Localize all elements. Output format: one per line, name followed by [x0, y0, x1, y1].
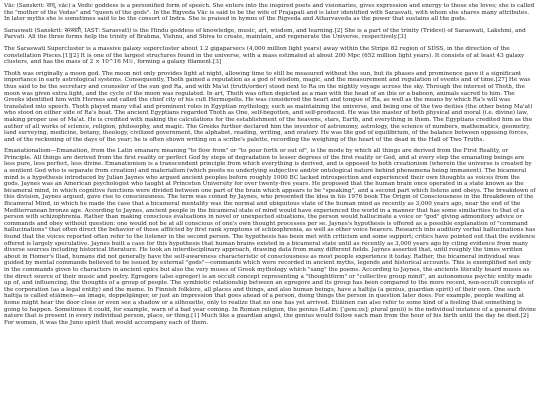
- paragraph-thoth: Thoth was originally a moon god. The moon not only provides light at night, allowing time to still be measured without the sun, but its phases and prominence gave it a significant importance in early astrological systems. Consequently, Thoth gained a reputation as a god of wisdom, magic, and the measurement and regulation of events and of time.[27] He was thus said to be the secretary and counselor of the sun god Ra, and with Ma'at (truth/order) stood next to Ra on the nightly voyage across the sky. Through the interest of Thoth, the moon was given extra light, and the cycle of the moon was regulated. In art, Thoth was often depicted as a man with the head of an ibis or a baboon, animals sacred to him. The Greeks identified him with Hermes and called the chief city of his cult Hermopolis. He was considered the heart and tongue of Ra, as well as the means by which Ra's will was translated into speech. Thoth played many vital and prominent roles in Egyptian mythology, such as maintaining the universe, and being one of the two deities (the other being Ma'at) who stood on either side of Ra's boat. The ancient Egyptians regarded Thoth as One, self-begotten, and self-produced. He was the master of both physical and moral (i.e. divine) law, making proper use of Ma'at. He is credited with making the calculations for the establishment of the heavens, stars, Earth, and everything in them. The Egyptians credited him as the author of all works of science, religion, philosophy, and magic. The Greeks further declared him the inventor of astronomy, astrology, the science of numbers, mathematics, geometry, land surveying, medicine, botany, theology, civilized government, the alphabet, reading, writing, and oratory. He was the god of equilibrium, of the balance between opposing forces, and of the reckoning of the days of the year; he is often shown writing on a scribe's palette, recording the weighing of the heart of the dead in the Hall of Two Truths.: [4, 70, 533, 143]
- paragraph-supercluster: The Saraswati Supercluster is a massive galaxy supercluster about 1.2 gigaparsecs (4,000 million light years) away within the Stripe 82 region of SDSS, in the direction of the constellation Pisces.[1][2] It is one of the largest structures found in the universe, with a mass estimated at about 200 Mpc (652 million light years). It consists of at least 43 galaxy clusters, and has the mass of 2 × 10^16 M☉, forming a galaxy filament.[3]: [4, 45, 525, 66]
- paragraph-saraswati: Saraswati (Sanskrit: सरस्वती, IAST: Sarasvatī) is the Hindu goddess of knowledge, music, art, wisdom, and learning.[2] She is a part of the trinity (Tridevi) of Saraswati, Lakshmi, and Parvati. All the three forms help the trinity of Brahma, Vishnu, and Shiva to create, maintain, and regenerate the Universe, respectively.[3]: [4, 27, 526, 41]
- paragraph-vac: Vāc (Sanskrit: वाच्, vāc) a Vedic goddess is a personified form of speech. She enters into the inspired poets and visionaries, gives expression and energy to those she loves; she is called the "mother of the Vedas" and "queen of the gods". In the Rigveda Vāc is said to be the wife of Prajapati and is later identified with Sarasvati, with whom she shares many attributes. In later myths she is sometimes said to be the consort of Indra. She is praised in hymns of the Rigveda and Atharvaveda as the power that sustains all the gods.: [4, 3, 535, 23]
- paragraph-emanationalism: Emanationalism—Emanation, from the Latin emanare meaning "to flow from" or "to pour forth or out of", is the mode by which all things are derived from the First Reality, or Principle. All things are derived from the first reality or perfect God by steps of degradation to lesser degrees of the first reality or God, and at every step the emanating beings are less pure, less perfect, less divine. Emanationism is a transcendent principle from which everything is derived, and is opposed to both creationism (wherein the universe is created by a sentient God who is separate from creation) and materialism (which posits no underlying subjective and/or ontological nature behind phenomena being immanent). The bicameral mind is a hypothesis introduced by Julian Jaynes who argued ancient peoples before roughly 1000 BC lacked introspection and experienced their own thoughts as voices from the gods. Jaynes was an American psychologist who taught at Princeton University for over twenty-five years. He proposed that the human brain once operated in a state known as the bicameral mind, in which cognitive functions were divided between one part of the brain which appears to be "speaking", and a second part which listens and obeys. The breakdown of this division, Jaynes argued, gave rise to consciousness. The term was coined by Jaynes, who presented the idea in his 1976 book The Origin of Consciousness in the Breakdown of the Bicameral Mind, in which he made the case that a bicameral mentality was the normal and ubiquitous state of the human mind as recently as 3,000 years ago, near the end of the Mediterranean bronze age. According to Jaynes, ancient people in the bicameral state of mind would have experienced the world in a manner that has some similarities to that of a person with schizophrenia. Rather than making conscious evaluations in novel or unexpected situations, the person would hallucinate a voice or "god" giving admonitory advice or commands and obey without question: one would not be at all conscious of one's own thought processes per se. Jaynes's hypothesis is offered as a possible explanation of "command hallucinations" that often direct the behavior of those afflicted by first rank symptoms of schizophrenia, as well as other voice hearers. Research into auditory verbal hallucinations has found that the voices reported often refer to the listener in the second person. The hypothesis has been met with criticism and some support; critics have pointed out that the evidence offered is largely speculative. Jaynes built a case for this hypothesis that human brains existed in a bicameral state until as recently as 3,000 years ago by citing evidence from many diverse sources including historical literature. He took an interdisciplinary approach, drawing data from many different fields. Jaynes asserted that, until roughly the times written about in Homer's Iliad, humans did not generally have the self-awareness characteristic of consciousness as most people experience it today. Rather, the bicameral individual was guided by mental commands believed to be issued by external "gods"—commands which were recorded in ancient myths, legends and historical accounts. This is exemplified not only in the commands given to characters in ancient epics but also the very muses of Greek mythology which "sang" the poems. According to Jaynes, the ancients literally heard muses as the direct source of their music and poetry. Egregore (also egregor) is an occult concept representing a "thoughtform" or "collective group mind", an autonomous psychic entity made up of, and influencing, the thoughts of a group of people. The symbiotic relationship between an egregore and its group has been compared to the more recent, non-occult concepts of the corporation (as a legal entity) and the meme. In Finnish folklore, all places and things, and also human beings, have a haltija (a genius, guardian spirit) of their own. One such haltija is called etiäinen—an image, doppelgänger, or just an impression that goes ahead of a person, doing things the person in question later does. For example, people waiting at home might hear the door close or even see a shadow or a silhouette, only to realize that no one has yet arrived. Etiäinen can also refer to some kind of a feeling that something is going to happen. Sometimes it could, for example, warn of a bad year coming. In Roman religion, the genius (Latin: [ˈɡenɪ.ʊs]; plural genii) is the individual instance of a general divine nature that is present in every individual person, place, or thing.[1] Much like a guardian angel, the genius would follow each man from the hour of his birth until the day he died.[2] For women, it was the Juno spirit that would accompany each of them.: [4, 148, 536, 326]
